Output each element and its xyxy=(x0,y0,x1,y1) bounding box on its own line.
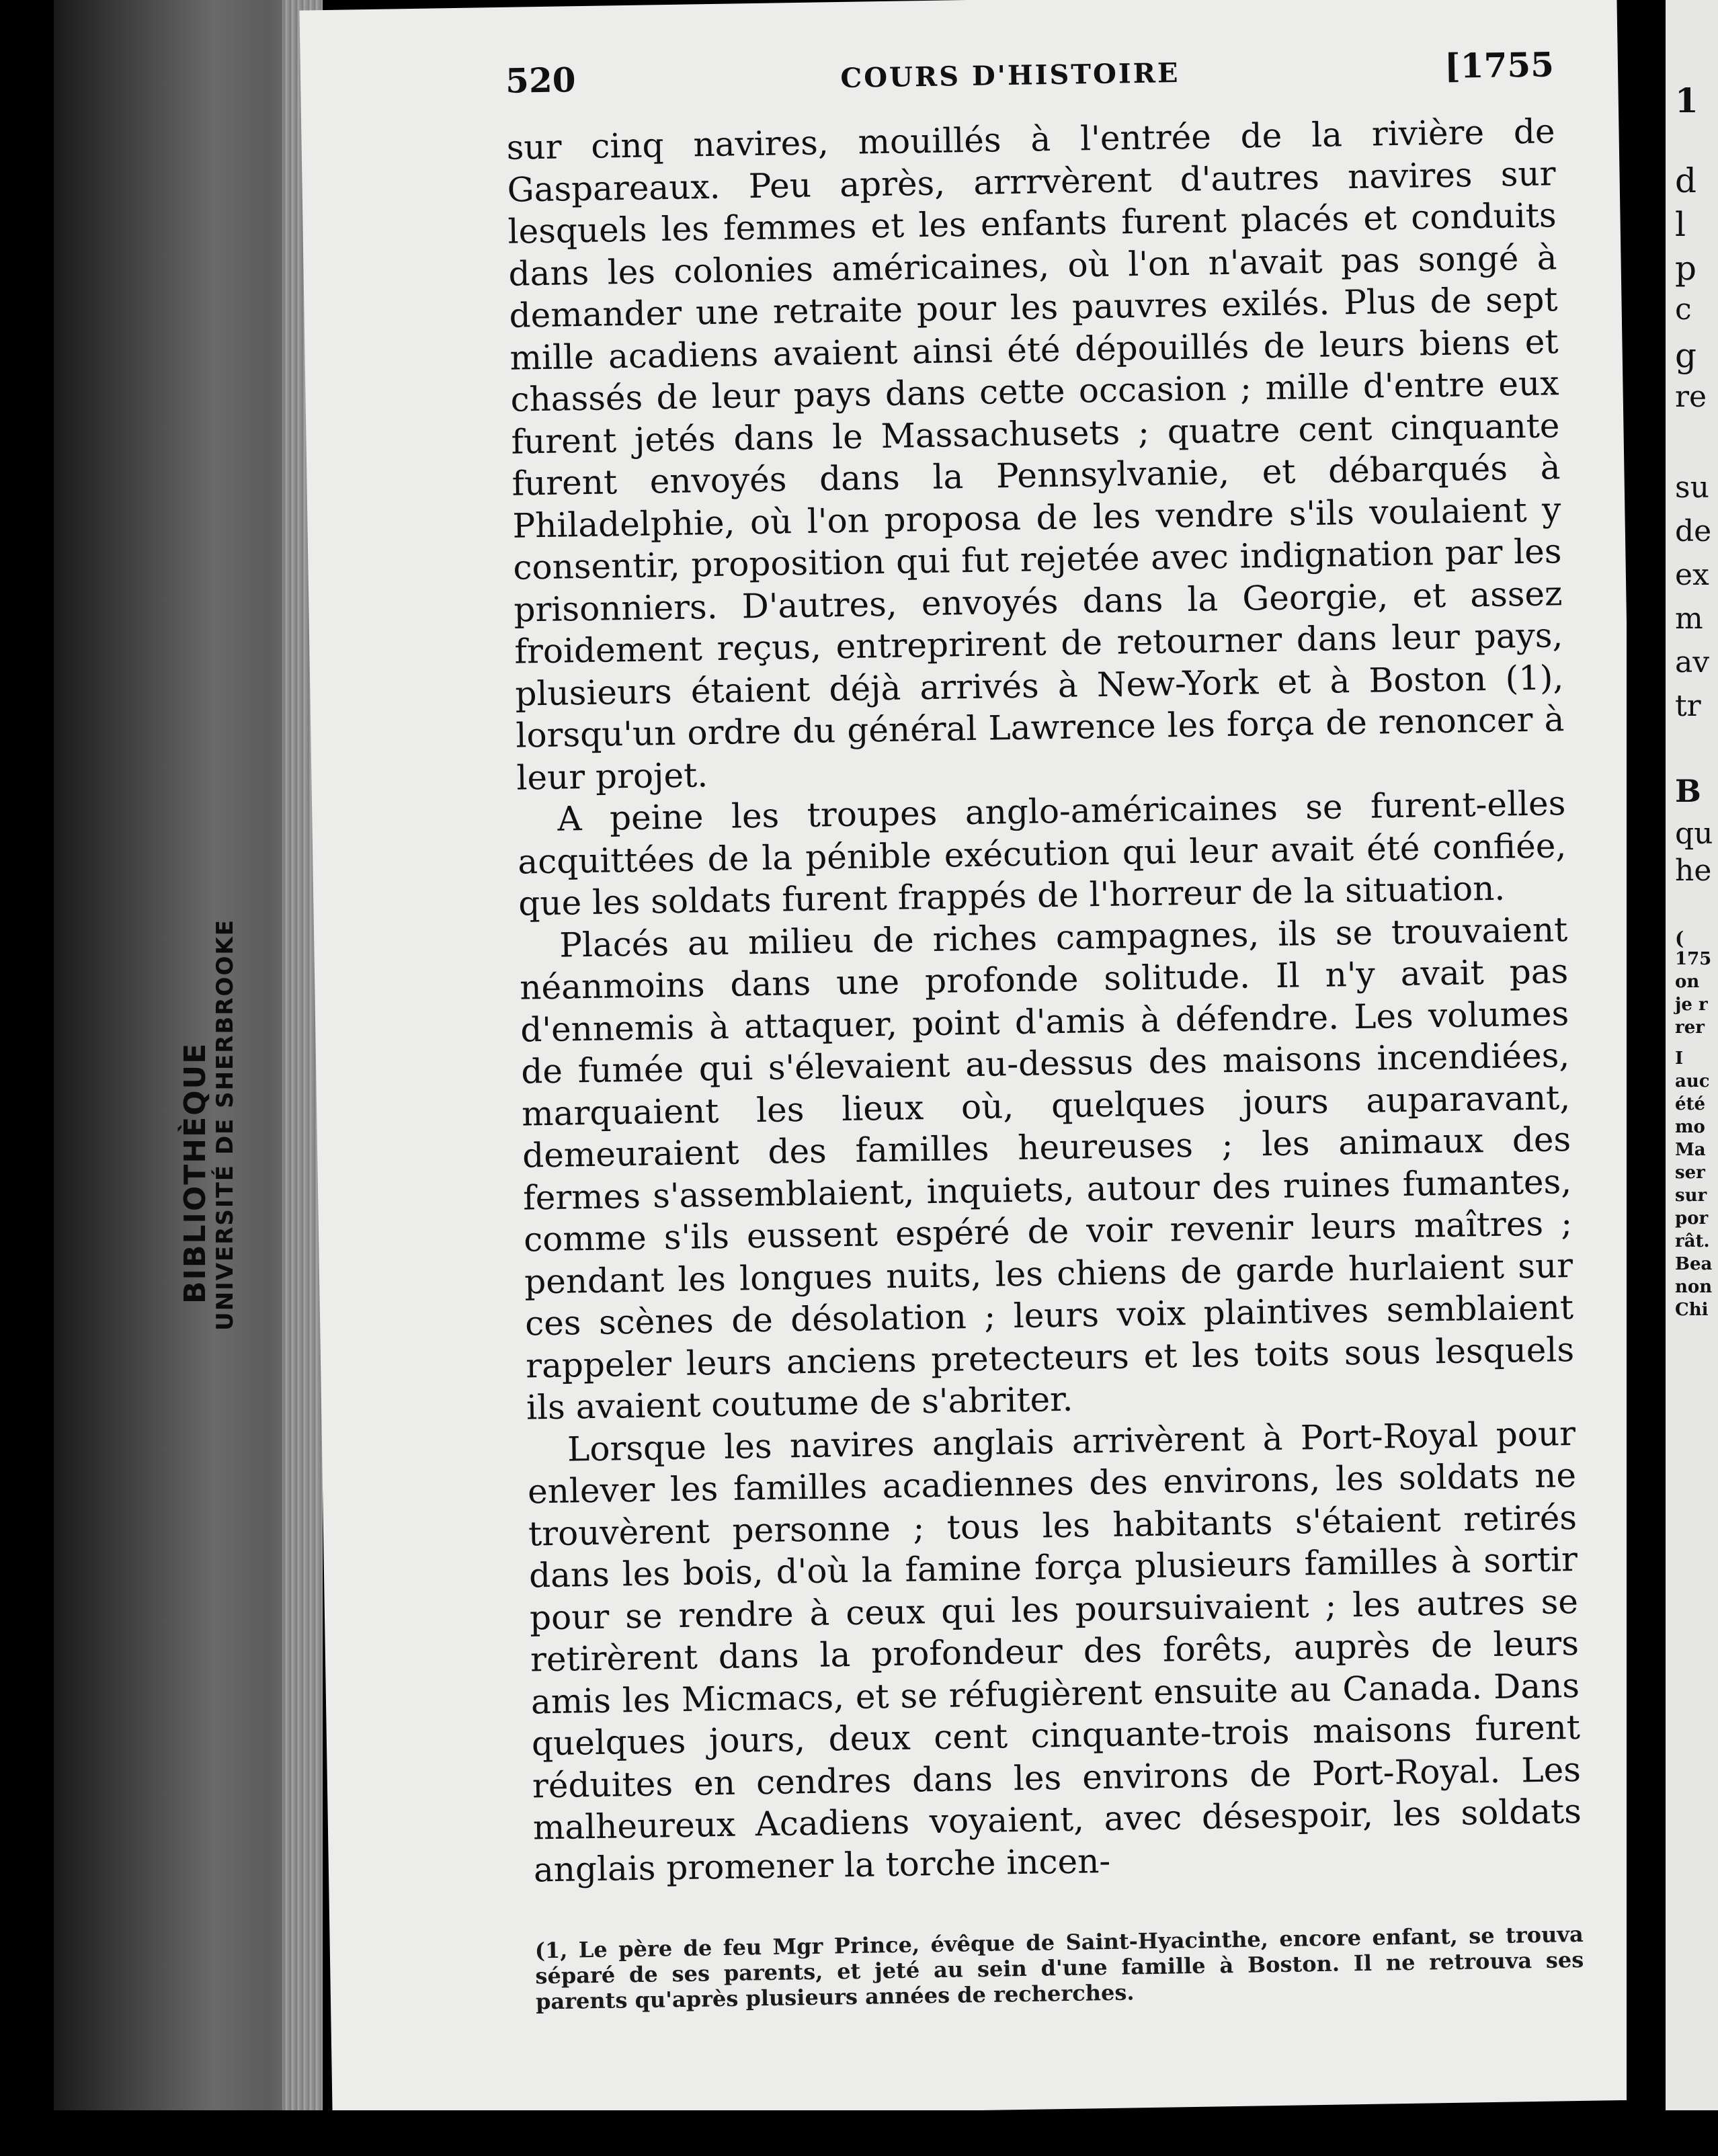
facing-fragment: 175 xyxy=(1675,949,1712,969)
paragraph-2: A peine les troupes anglo-américaines se furent-elles acquittées de la pénible exécution qui leur avait été confiée, que les soldats furent frappés de l'horreur de la situation. xyxy=(517,784,1567,923)
gutter-shadow xyxy=(1627,0,1667,2156)
facing-fragment: mo xyxy=(1675,1117,1705,1137)
paragraph-1: sur cinq navires, mouillés à l'entrée de la rivière de Gaspareaux. Peu après, arrrvèrent d'autres navires sur lesquels les femmes et les enfants furent placés et conduits dans les colonies américaines, où l'on n'avait pas songé à demander une retraite pour les pauvres exilés. Plus de sept mille acadiens avaient ainsi été dépouillés de leurs biens et chassés de leur pays dans cette occasion ; mille d'entre eux furent jetés dans le Massachusets ; quatre cent cinquante furent envoyés dans la Pennsylvanie, et débarqués à Philadelphie, où l'on proposa de les vendre s'ils voulaient y consentir, proposition qui fut rejetée avec indignation par les prisonniers. D'autres, envoyés dans la Georgie, et assez froidement reçus, entreprirent de retourner dans leur pays, plusieurs étaient déjà arrivés à New-York et à Boston (1), lorsqu'un ordre du général Lawrence les força de renoncer à leur projet. xyxy=(506,112,1565,798)
facing-fragment: he xyxy=(1675,854,1712,888)
running-header xyxy=(505,44,1555,121)
facing-fragment: été xyxy=(1675,1094,1706,1114)
facing-fragment: rât. xyxy=(1675,1231,1710,1251)
facing-fragment: ex xyxy=(1675,558,1709,592)
facing-fragment: je r xyxy=(1675,995,1708,1015)
facing-fragment: c xyxy=(1675,292,1692,327)
facing-fragment: l xyxy=(1675,205,1686,244)
facing-fragment: on xyxy=(1675,972,1700,992)
stamp-line-2: UNIVERSITÉ DE SHERBROOKE xyxy=(212,919,239,1331)
facing-fragment: su xyxy=(1675,470,1709,505)
paragraph-3: Placés au milieu de riches campagnes, ils se trouvaient néanmoins dans une profonde solitude. Il n'y avait pas d'ennemis à attaquer, point d'amis à défendre. Les volumes de fumée qui s'élevaient au-dessus des maisons incendiées, marquaient les lieux où, quelques jours auparavant, demeuraient des familles heureuses ; les animaux des fermes s'assemblaient, inquiets, autour des ruines fumantes, comme s'ils eussent espéré de voir revenir leurs maîtres ; pendant les longues nuits, les chiens de garde hurlaient sur ces scènes de désolation ; leurs voix plaintives semblaient rappeler leurs anciens pretecteurs et les toits sous lesquels ils avaient coutume de s'abriter. xyxy=(519,909,1575,1427)
facing-fragment: sur xyxy=(1675,1186,1707,1206)
header-year: [1755 xyxy=(1444,44,1555,86)
facing-fragment: por xyxy=(1675,1208,1709,1229)
facing-fragment: qu xyxy=(1675,817,1713,851)
paragraph-4: Lorsque les navires anglais arrivèrent à Port-Royal pour enlever les familles acadiennes des environs, les soldats ne trouvèrent personne ; tous les habitants s'étaient retirés dans les bois, d'où la famine força plusieurs familles à sortir pour se rendre à ceux qui les poursuivaient ; les autres se retirèrent dans la profondeur des forêts, auprès de leurs amis les Micmacs, et se réfugièrent ensuite au Canada. Dans quelques jours, deux cent cinquante-trois maisons furent réduites en cendres dans les environs de Port-Royal. Les malheureux Acadiens voyaient, avec désespoir, les soldats anglais promener la torche incen- xyxy=(527,1413,1582,1889)
library-stamp xyxy=(138,780,272,1331)
page-number: 520 xyxy=(505,60,576,101)
facing-fragment: I xyxy=(1675,1048,1684,1069)
facing-page-fragment xyxy=(1666,0,1718,2156)
facing-fragment: auc xyxy=(1675,1071,1710,1091)
facing-fragment: Chi xyxy=(1675,1300,1709,1320)
footnote: (1, Le père de feu Mgr Prince, évêque de Saint-Hyacinthe, encore enfant, se trouva séparé de ses parents, et jeté au sein d'une famille à Boston. Il ne retrouva ses parents qu'après plusieurs années de recherches. xyxy=(534,1921,1584,2015)
facing-fragment: rer xyxy=(1675,1018,1705,1038)
scan-border-bottom xyxy=(0,2110,1718,2156)
page-content xyxy=(505,44,1584,2014)
facing-fragment: tr xyxy=(1675,689,1701,723)
facing-fragment: Bea xyxy=(1675,1254,1713,1274)
facing-fragment: de xyxy=(1675,514,1712,548)
facing-fragment: d xyxy=(1675,161,1697,200)
facing-fragment: non xyxy=(1675,1277,1713,1297)
facing-fragment: av xyxy=(1675,645,1710,679)
running-title: COURS D'HISTOIRE xyxy=(840,57,1180,94)
facing-fragment: re xyxy=(1675,380,1707,414)
facing-fragment: B xyxy=(1675,773,1701,809)
facing-fragment: p xyxy=(1675,249,1697,288)
stamp-line-1: BIBLIOTHÈQUE xyxy=(178,1042,212,1304)
facing-fragment: Ma xyxy=(1675,1140,1706,1160)
body-text xyxy=(506,110,1582,1891)
facing-fragment: g xyxy=(1675,336,1697,375)
facing-fragment: ser xyxy=(1675,1163,1705,1183)
book-page xyxy=(299,0,1649,2120)
facing-fragment: ( xyxy=(1675,927,1684,950)
facing-fragment: m xyxy=(1675,602,1703,636)
facing-fragment: 1 xyxy=(1675,81,1699,120)
